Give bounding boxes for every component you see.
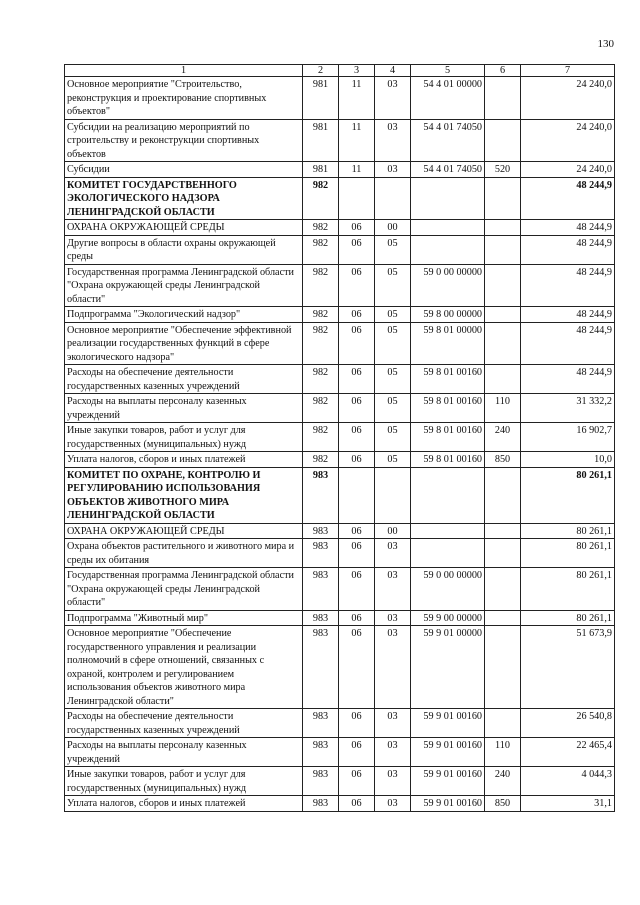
name-cell: Субсидии на реализацию мероприятий по строительству и реконструкции спортивных объектов — [65, 119, 303, 162]
name-cell: Субсидии — [65, 162, 303, 178]
section-cell — [339, 467, 375, 523]
expense-type-cell — [485, 539, 521, 568]
table-row — [65, 568, 615, 611]
expense-type-cell — [485, 709, 521, 738]
name-cell: Охрана объектов растительного и животного мира и среды их обитания — [65, 539, 303, 568]
amount-cell: 48 244,9 — [521, 264, 615, 307]
section-cell — [339, 177, 375, 220]
expense-type-cell — [485, 264, 521, 307]
subsection-cell — [375, 467, 411, 523]
page-number: 130 — [597, 38, 614, 50]
target-article-cell: 59 0 00 00000 — [411, 568, 485, 611]
expense-type-cell — [485, 568, 521, 611]
expense-type-cell — [485, 610, 521, 626]
subsection-cell: 05 — [375, 307, 411, 323]
table-row — [65, 394, 615, 423]
section-cell: 11 — [339, 162, 375, 178]
name-cell: Основное мероприятие "Обеспечение государственного управления и реализации полномочий в сфере отношений, связанных с охраной, контролем и регулированием использования объектов животного мира Ленинградской области" — [65, 626, 303, 709]
grbs-cell: 983 — [303, 568, 339, 611]
target-article-cell: 59 8 01 00000 — [411, 322, 485, 365]
target-article-cell: 59 9 01 00160 — [411, 796, 485, 812]
table-body — [65, 77, 615, 812]
name-cell: Иные закупки товаров, работ и услуг для государственных (муниципальных) нужд — [65, 423, 303, 452]
expense-type-cell: 110 — [485, 394, 521, 423]
amount-cell: 48 244,9 — [521, 220, 615, 236]
expense-type-cell: 520 — [485, 162, 521, 178]
grbs-cell: 982 — [303, 220, 339, 236]
section-cell: 06 — [339, 307, 375, 323]
section-cell: 06 — [339, 610, 375, 626]
header-cell: 3 — [339, 65, 375, 77]
section-cell: 06 — [339, 796, 375, 812]
grbs-cell: 983 — [303, 539, 339, 568]
name-cell: Расходы на выплаты персоналу казенных учреждений — [65, 738, 303, 767]
amount-cell: 22 465,4 — [521, 738, 615, 767]
table-row — [65, 467, 615, 523]
header-cell: 1 — [65, 65, 303, 77]
subsection-cell: 03 — [375, 77, 411, 120]
section-cell: 06 — [339, 322, 375, 365]
amount-cell: 48 244,9 — [521, 365, 615, 394]
grbs-cell: 982 — [303, 307, 339, 323]
amount-cell: 4 044,3 — [521, 767, 615, 796]
target-article-cell: 54 4 01 74050 — [411, 119, 485, 162]
name-cell: Основное мероприятие "Строительство, реконструкция и проектирование спортивных объектов" — [65, 77, 303, 120]
amount-cell: 10,0 — [521, 452, 615, 468]
expense-type-cell — [485, 119, 521, 162]
subsection-cell: 03 — [375, 162, 411, 178]
grbs-cell: 983 — [303, 626, 339, 709]
amount-cell: 31 332,2 — [521, 394, 615, 423]
table-row — [65, 709, 615, 738]
grbs-cell: 982 — [303, 322, 339, 365]
target-article-cell: 59 9 01 00160 — [411, 709, 485, 738]
amount-cell: 48 244,9 — [521, 307, 615, 323]
grbs-cell: 982 — [303, 264, 339, 307]
subsection-cell: 03 — [375, 610, 411, 626]
expense-type-cell — [485, 77, 521, 120]
grbs-cell: 982 — [303, 365, 339, 394]
expense-type-cell — [485, 626, 521, 709]
amount-cell: 80 261,1 — [521, 523, 615, 539]
name-cell: Другие вопросы в области охраны окружающей среды — [65, 235, 303, 264]
section-cell: 06 — [339, 709, 375, 738]
subsection-cell: 03 — [375, 568, 411, 611]
subsection-cell: 05 — [375, 365, 411, 394]
subsection-cell: 05 — [375, 322, 411, 365]
amount-cell: 51 673,9 — [521, 626, 615, 709]
amount-cell: 24 240,0 — [521, 119, 615, 162]
section-cell: 06 — [339, 264, 375, 307]
name-cell: КОМИТЕТ ГОСУДАРСТВЕННОГО ЭКОЛОГИЧЕСКОГО НАДЗОРА ЛЕНИНГРАДСКОЙ ОБЛАСТИ — [65, 177, 303, 220]
subsection-cell: 00 — [375, 523, 411, 539]
table-row — [65, 177, 615, 220]
table-row — [65, 423, 615, 452]
name-cell: Подпрограмма "Экологический надзор" — [65, 307, 303, 323]
table-row — [65, 796, 615, 812]
expense-type-cell — [485, 467, 521, 523]
subsection-cell: 03 — [375, 119, 411, 162]
header-cell: 6 — [485, 65, 521, 77]
target-article-cell — [411, 523, 485, 539]
header-cell: 2 — [303, 65, 339, 77]
table-row — [65, 235, 615, 264]
table-row — [65, 610, 615, 626]
grbs-cell: 983 — [303, 767, 339, 796]
grbs-cell: 982 — [303, 423, 339, 452]
subsection-cell: 05 — [375, 394, 411, 423]
amount-cell: 80 261,1 — [521, 568, 615, 611]
name-cell: Государственная программа Ленинградской области "Охрана окружающей среды Ленинградской области" — [65, 568, 303, 611]
section-cell: 06 — [339, 423, 375, 452]
header-cell: 5 — [411, 65, 485, 77]
section-cell: 06 — [339, 539, 375, 568]
subsection-cell: 03 — [375, 709, 411, 738]
subsection-cell — [375, 177, 411, 220]
table-row — [65, 365, 615, 394]
subsection-cell: 03 — [375, 767, 411, 796]
target-article-cell — [411, 539, 485, 568]
name-cell: Государственная программа Ленинградской области "Охрана окружающей среды Ленинградской области" — [65, 264, 303, 307]
section-cell: 06 — [339, 738, 375, 767]
target-article-cell: 54 4 01 00000 — [411, 77, 485, 120]
amount-cell: 31,1 — [521, 796, 615, 812]
amount-cell: 80 261,1 — [521, 539, 615, 568]
grbs-cell: 982 — [303, 452, 339, 468]
grbs-cell: 981 — [303, 77, 339, 120]
subsection-cell: 05 — [375, 264, 411, 307]
table-row — [65, 162, 615, 178]
subsection-cell: 03 — [375, 539, 411, 568]
section-cell: 06 — [339, 452, 375, 468]
subsection-cell: 05 — [375, 235, 411, 264]
section-cell: 06 — [339, 523, 375, 539]
grbs-cell: 982 — [303, 235, 339, 264]
amount-cell: 26 540,8 — [521, 709, 615, 738]
table-row — [65, 626, 615, 709]
table-row — [65, 264, 615, 307]
table-row — [65, 452, 615, 468]
section-cell: 06 — [339, 394, 375, 423]
table-row — [65, 119, 615, 162]
grbs-cell: 981 — [303, 119, 339, 162]
name-cell: Подпрограмма "Животный мир" — [65, 610, 303, 626]
expense-type-cell — [485, 307, 521, 323]
name-cell: Расходы на выплаты персоналу казенных учреждений — [65, 394, 303, 423]
grbs-cell: 983 — [303, 709, 339, 738]
grbs-cell: 982 — [303, 394, 339, 423]
grbs-cell: 982 — [303, 177, 339, 220]
name-cell: Расходы на обеспечение деятельности государственных казенных учреждений — [65, 709, 303, 738]
grbs-cell: 983 — [303, 738, 339, 767]
amount-cell: 80 261,1 — [521, 467, 615, 523]
expense-type-cell — [485, 322, 521, 365]
expense-type-cell: 850 — [485, 452, 521, 468]
target-article-cell: 59 8 00 00000 — [411, 307, 485, 323]
target-article-cell: 59 0 00 00000 — [411, 264, 485, 307]
name-cell: Уплата налогов, сборов и иных платежей — [65, 796, 303, 812]
target-article-cell: 59 9 00 00000 — [411, 610, 485, 626]
target-article-cell: 59 8 01 00160 — [411, 452, 485, 468]
expense-type-cell — [485, 365, 521, 394]
name-cell: Основное мероприятие "Обеспечение эффективной реализации государственных функций в сфере экологического надзора" — [65, 322, 303, 365]
target-article-cell — [411, 220, 485, 236]
amount-cell: 48 244,9 — [521, 322, 615, 365]
table-header-row — [65, 65, 615, 77]
expense-type-cell — [485, 523, 521, 539]
section-cell: 11 — [339, 77, 375, 120]
grbs-cell: 981 — [303, 162, 339, 178]
section-cell: 06 — [339, 235, 375, 264]
name-cell: ОХРАНА ОКРУЖАЮЩЕЙ СРЕДЫ — [65, 220, 303, 236]
grbs-cell: 983 — [303, 523, 339, 539]
target-article-cell: 59 8 01 00160 — [411, 423, 485, 452]
table-row — [65, 767, 615, 796]
target-article-cell: 59 8 01 00160 — [411, 365, 485, 394]
target-article-cell — [411, 177, 485, 220]
section-cell: 06 — [339, 767, 375, 796]
grbs-cell: 983 — [303, 467, 339, 523]
amount-cell: 16 902,7 — [521, 423, 615, 452]
target-article-cell — [411, 467, 485, 523]
name-cell: ОХРАНА ОКРУЖАЮЩЕЙ СРЕДЫ — [65, 523, 303, 539]
grbs-cell: 983 — [303, 796, 339, 812]
table-row — [65, 539, 615, 568]
amount-cell: 24 240,0 — [521, 77, 615, 120]
name-cell: Иные закупки товаров, работ и услуг для государственных (муниципальных) нужд — [65, 767, 303, 796]
header-cell: 7 — [521, 65, 615, 77]
expense-type-cell: 240 — [485, 767, 521, 796]
expense-type-cell — [485, 220, 521, 236]
amount-cell: 80 261,1 — [521, 610, 615, 626]
section-cell: 11 — [339, 119, 375, 162]
table-row — [65, 738, 615, 767]
expense-type-cell: 110 — [485, 738, 521, 767]
section-cell: 06 — [339, 365, 375, 394]
target-article-cell: 59 9 01 00160 — [411, 767, 485, 796]
name-cell: КОМИТЕТ ПО ОХРАНЕ, КОНТРОЛЮ И РЕГУЛИРОВАНИЮ ИСПОЛЬЗОВАНИЯ ОБЪЕКТОВ ЖИВОТНОГО МИРА ЛЕНИНГРАДСКОЙ ОБЛАСТИ — [65, 467, 303, 523]
table-row — [65, 322, 615, 365]
subsection-cell: 03 — [375, 738, 411, 767]
expense-type-cell: 240 — [485, 423, 521, 452]
table-row — [65, 307, 615, 323]
section-cell: 06 — [339, 626, 375, 709]
budget-table — [64, 64, 615, 812]
amount-cell: 24 240,0 — [521, 162, 615, 178]
target-article-cell: 59 9 01 00160 — [411, 738, 485, 767]
target-article-cell: 59 8 01 00160 — [411, 394, 485, 423]
name-cell: Уплата налогов, сборов и иных платежей — [65, 452, 303, 468]
subsection-cell: 03 — [375, 796, 411, 812]
expense-type-cell: 850 — [485, 796, 521, 812]
subsection-cell: 05 — [375, 452, 411, 468]
target-article-cell: 59 9 01 00000 — [411, 626, 485, 709]
section-cell: 06 — [339, 568, 375, 611]
expense-type-cell — [485, 235, 521, 264]
section-cell: 06 — [339, 220, 375, 236]
target-article-cell: 54 4 01 74050 — [411, 162, 485, 178]
table-row — [65, 523, 615, 539]
grbs-cell: 983 — [303, 610, 339, 626]
amount-cell: 48 244,9 — [521, 235, 615, 264]
target-article-cell — [411, 235, 485, 264]
subsection-cell: 05 — [375, 423, 411, 452]
subsection-cell: 03 — [375, 626, 411, 709]
subsection-cell: 00 — [375, 220, 411, 236]
header-cell: 4 — [375, 65, 411, 77]
name-cell: Расходы на обеспечение деятельности государственных казенных учреждений — [65, 365, 303, 394]
table-row — [65, 220, 615, 236]
amount-cell: 48 244,9 — [521, 177, 615, 220]
table-row — [65, 77, 615, 120]
expense-type-cell — [485, 177, 521, 220]
